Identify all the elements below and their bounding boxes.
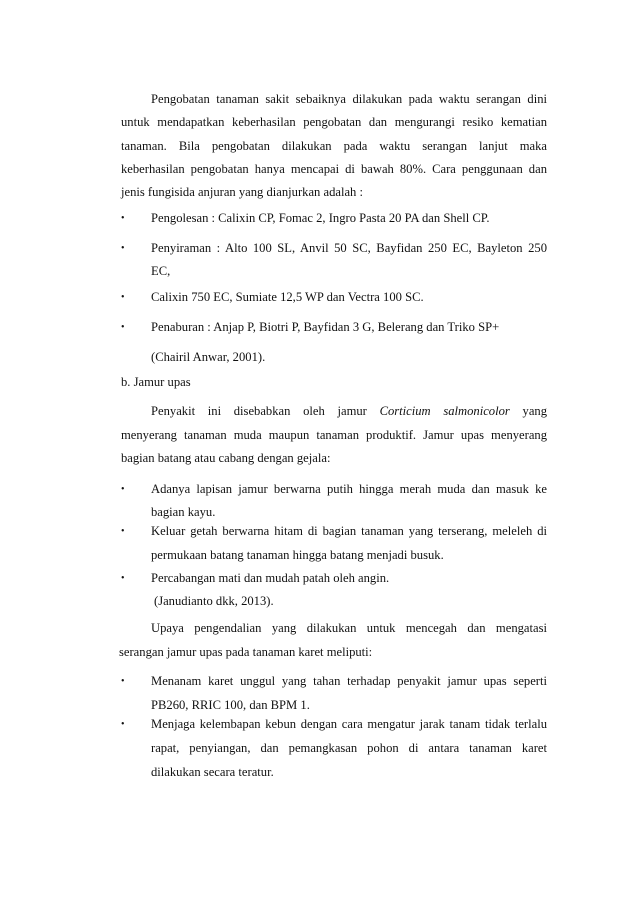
paragraph-line: jenis fungisida anjuran yang dianjurkan adalah : <box>121 185 364 199</box>
paragraph-line <box>121 404 547 419</box>
bullet-icon: • <box>121 292 125 303</box>
citation: (Janudianto dkk, 2013). <box>154 594 274 608</box>
bullet-icon: • <box>121 526 125 537</box>
paragraph-line: keberhasilan pengobatan hanya mencapai di bawah 80%. Cara penggunaan dan <box>121 162 547 176</box>
list-item: Percabangan mati dan mudah patah oleh angin. <box>151 571 390 585</box>
list-item: Calixin 750 EC, Sumiate 12,5 WP dan Vectra 100 SC. <box>151 290 424 304</box>
paragraph-line: Pengobatan tanaman sakit sebaiknya dilakukan pada waktu serangan dini <box>151 92 547 106</box>
bullet-icon: • <box>121 243 125 254</box>
paragraph-line: menyerang tanaman muda maupun tanaman produktif. Jamur upas menyerang <box>121 428 547 442</box>
list-item: Penyiraman : Alto 100 SL, Anvil 50 SC, Bayfidan 250 EC, Bayleton 250 <box>151 241 547 255</box>
citation: (Chairil Anwar, 2001). <box>151 350 266 364</box>
section-heading: b. Jamur upas <box>121 375 191 389</box>
bullet-icon: • <box>121 322 125 333</box>
paragraph-line: serangan jamur upas pada tanaman karet meliputi: <box>119 645 373 659</box>
list-item: Pengolesan : Calixin CP, Fomac 2, Ingro Pasta 20 PA dan Shell CP. <box>151 211 490 225</box>
list-item: Menjaga kelembapan kebun dengan cara mengatur jarak tanam tidak terlalu <box>151 717 547 731</box>
list-item-continuation: PB260, RRIC 100, dan BPM 1. <box>151 698 310 712</box>
paragraph-line: Upaya pengendalian yang dilakukan untuk mencegah dan mengatasi <box>151 621 547 635</box>
species-name: Corticium salmonicolor <box>379 404 510 418</box>
list-item-continuation: EC, <box>151 264 171 278</box>
list-item-continuation: dilakukan secara teratur. <box>151 765 274 779</box>
paragraph-line: untuk mendapatkan keberhasilan pengobatan dan mengurangi resiko kematian <box>121 115 547 129</box>
list-item: Penaburan : Anjap P, Biotri P, Bayfidan 3 G, Belerang dan Triko SP+ <box>151 320 500 334</box>
list-item-continuation: bagian kayu. <box>151 505 216 519</box>
bullet-icon: • <box>121 213 125 224</box>
list-item-continuation: permukaan batang tanaman hingga batang menjadi busuk. <box>151 548 444 562</box>
bullet-icon: • <box>121 484 125 495</box>
list-item: Keluar getah berwarna hitam di bagian tanaman yang terserang, meleleh di <box>151 524 547 538</box>
text-run: Penyakit ini disebabkan oleh jamur <box>151 404 367 418</box>
paragraph-line: bagian batang atau cabang dengan gejala: <box>121 451 331 465</box>
list-item: Adanya lapisan jamur berwarna putih hingga merah muda dan masuk ke <box>151 482 547 496</box>
bullet-icon: • <box>121 573 125 584</box>
bullet-icon: • <box>121 676 125 687</box>
list-item: Menanam karet unggul yang tahan terhadap penyakit jamur upas seperti <box>151 674 547 688</box>
paragraph-line: tanaman. Bila pengobatan dilakukan pada waktu serangan lanjut maka <box>121 139 547 153</box>
bullet-icon: • <box>121 719 125 730</box>
list-item-continuation: rapat, penyiangan, dan pemangkasan pohon di antara tanaman karet <box>151 741 547 755</box>
text-run: yang <box>522 404 547 418</box>
